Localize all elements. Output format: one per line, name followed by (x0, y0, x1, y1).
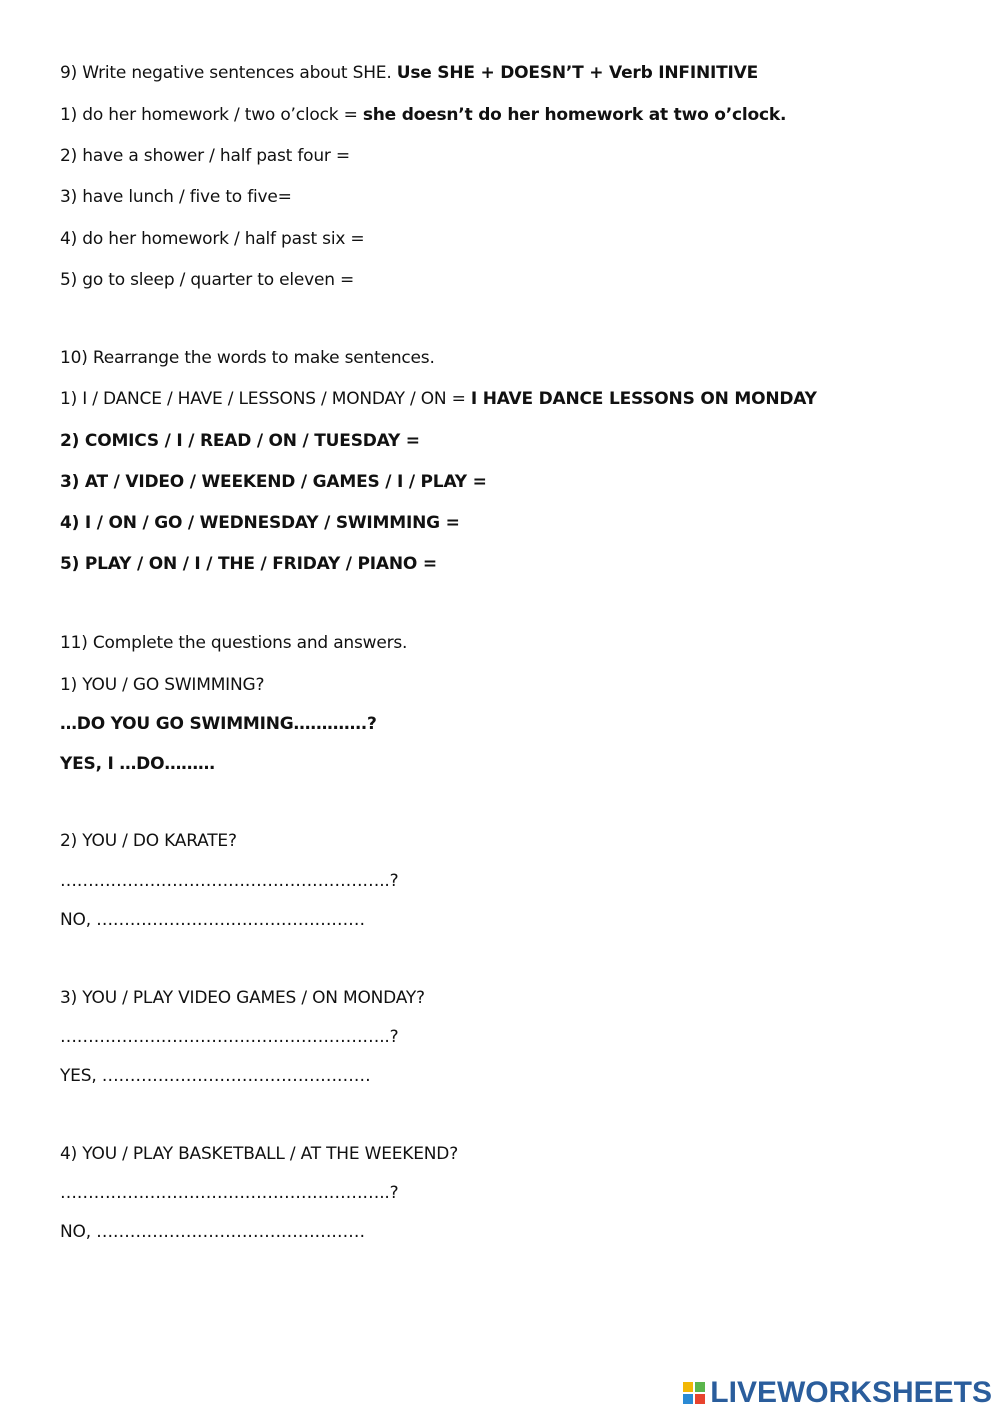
exercise-11-item-2-question[interactable]: …………………………………………………..? (60, 871, 399, 891)
logo-square-yellow (683, 1382, 693, 1392)
logo-square-green (695, 1382, 705, 1392)
exercise-11-item-3-prompt: 3) YOU / PLAY VIDEO GAMES / ON MONDAY? (60, 988, 425, 1008)
exercise-11-instruction: 11) Complete the questions and answers. (60, 633, 408, 653)
exercise-11-item-3-question[interactable]: …………………………………………………..? (60, 1027, 399, 1047)
exercise-11-item-2-prompt: 2) YOU / DO KARATE? (60, 831, 237, 851)
exercise-11-item-3-answer[interactable]: YES, ………………………………………… (60, 1066, 371, 1086)
exercise-11-item-4-answer[interactable]: NO, ………………………………………… (60, 1222, 365, 1242)
liveworksheets-logo-icon (683, 1380, 707, 1406)
exercise-10-item-4: 4) I / ON / GO / WEDNESDAY / SWIMMING = (60, 513, 460, 533)
item-prompt: 4) do her homework / half past six = (60, 229, 365, 249)
item-prompt: 1) do her homework / two o’clock = (60, 105, 363, 125)
exercise-10-item-5: 5) PLAY / ON / I / THE / FRIDAY / PIANO = (60, 554, 437, 574)
instruction-text: 9) Write negative sentences about SHE. (60, 63, 397, 83)
exercise-11-item-1-question: …DO YOU GO SWIMMING………….? (60, 714, 377, 734)
exercise-11-item-4-question[interactable]: …………………………………………………..? (60, 1183, 399, 1203)
instruction-bold-text: Use SHE + DOESN’T + Verb INFINITIVE (396, 63, 759, 83)
liveworksheets-logo (683, 1376, 992, 1410)
item-prompt: 3) have lunch / five to five= (60, 187, 292, 207)
item-answer: I HAVE DANCE LESSONS ON MONDAY (470, 389, 817, 409)
exercise-10-item-1 (60, 388, 817, 410)
exercise-9-item-3 (60, 186, 292, 208)
exercise-11-item-1-prompt: 1) YOU / GO SWIMMING? (60, 675, 265, 695)
logo-square-red (695, 1394, 705, 1404)
exercise-10-item-2: 2) COMICS / I / READ / ON / TUESDAY = (60, 431, 420, 451)
exercise-11-item-1-answer: YES, I …DO……… (60, 754, 215, 774)
item-answer: she doesn’t do her homework at two o’clock. (362, 105, 787, 125)
logo-square-blue (683, 1394, 693, 1404)
exercise-9-item-1 (60, 104, 786, 126)
exercise-9-instruction (60, 62, 758, 84)
exercise-9-item-2 (60, 145, 350, 167)
exercise-11-item-4-prompt: 4) YOU / PLAY BASKETBALL / AT THE WEEKEND? (60, 1144, 459, 1164)
item-prompt: 1) I / DANCE / HAVE / LESSONS / MONDAY / ON = (60, 389, 471, 409)
item-prompt: 2) have a shower / half past four = (60, 146, 350, 166)
exercise-10-instruction: 10) Rearrange the words to make sentences. (60, 348, 435, 368)
exercise-9-item-5 (60, 269, 354, 291)
exercise-10-item-3: 3) AT / VIDEO / WEEKEND / GAMES / I / PLAY = (60, 472, 487, 492)
exercise-11-item-2-answer[interactable]: NO, ………………………………………… (60, 910, 365, 930)
exercise-9-item-4 (60, 228, 364, 250)
logo-text: LIVEWORKSHEETS (710, 1376, 992, 1409)
item-prompt: 5) go to sleep / quarter to eleven = (60, 270, 355, 290)
